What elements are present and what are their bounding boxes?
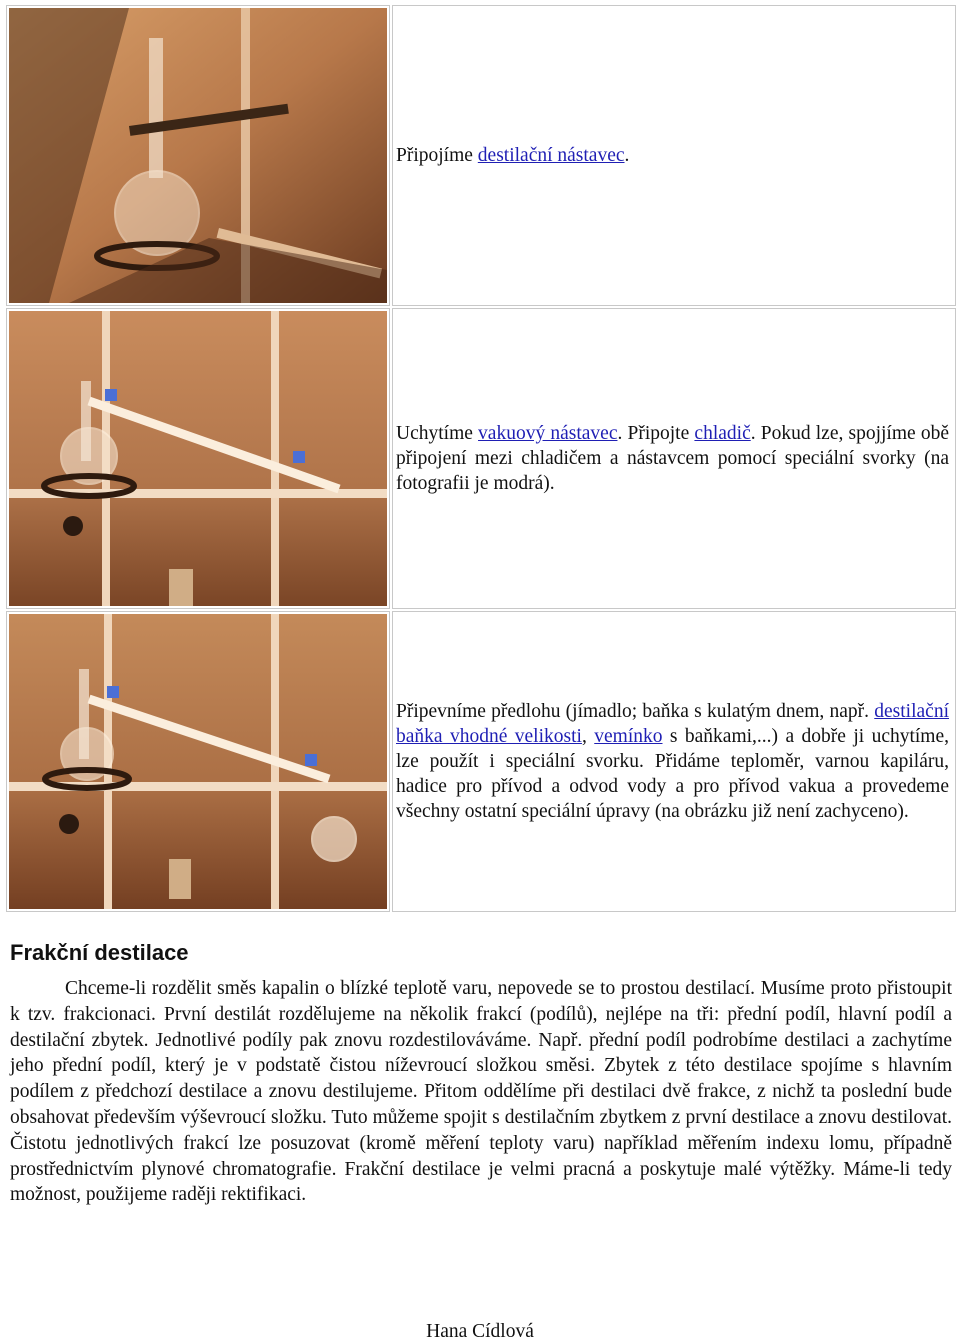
receiver-flask-photo bbox=[9, 614, 387, 909]
step-row bbox=[6, 308, 956, 609]
step-text-2 bbox=[396, 423, 949, 494]
steps-table bbox=[4, 3, 958, 914]
text-segment: Uchytíme bbox=[396, 423, 479, 444]
step-text bbox=[392, 5, 956, 306]
step-text-3 bbox=[396, 701, 949, 822]
section-paragraph: Chceme-li rozdělit směs kapalin o blízké teplotě varu, nepovede se to prostou destilací. Musíme proto přistoupit k tzv. frakcionaci. První destilát rozdělujeme na několik frakcí (podílů), nejlépe na tři: přední podíl, hlavní podíl a destilační zbytek. Jednotlivé podíly pak znovu rozdestilováváme. Např. přední podíl podrobíme destilaci a zachytíme jeho přední podíl, který je v podstatě čistou níževroucí složkou směsi. Zbytek z této destilace spojíme s hlavním podílem z předchozí destilace a znovu destilujeme. Přitom oddělíme při destilaci dvě frakce, z nichž ta poslední bude obsahovat především výševroucí složku. Tuto můžeme spojit s destilačním zbytkem z první destilace a znovu destilovat. Čistotu jednotlivých frakcí lze posuzovat (kromě měření teploty varu) například měřením indexu lomu, případně prostřednictvím plynové chromatografie. Frakční destilace je velmi pracná a poskytuje malé výtěžky. Máme-li tedy možnost, použijeme raději rektifikaci. bbox=[10, 978, 952, 1206]
step-photo-cell bbox=[6, 308, 390, 609]
photo-illustration bbox=[9, 614, 387, 909]
step-photo-cell bbox=[6, 5, 390, 306]
text-segment: . Připojte bbox=[617, 423, 695, 444]
distillation-flask-photo bbox=[9, 8, 387, 303]
section-heading: Frakční destilace bbox=[10, 940, 189, 965]
photo-illustration bbox=[9, 8, 387, 303]
step-text bbox=[392, 308, 956, 609]
link-condenser[interactable]: chladič bbox=[694, 423, 751, 444]
author-name: Hana Cídlová bbox=[426, 1321, 534, 1342]
photo-illustration bbox=[9, 311, 387, 606]
vacuum-adapter-photo bbox=[9, 311, 387, 606]
text-segment: , bbox=[581, 726, 595, 747]
link-cow-receiver[interactable]: vemínko bbox=[594, 726, 663, 747]
step-row bbox=[6, 611, 956, 912]
link-distillation-flask[interactable]: destilační baňka vhodné velikosti bbox=[396, 701, 949, 747]
text-segment: Připojíme bbox=[396, 145, 478, 166]
text-segment: . bbox=[624, 145, 630, 166]
step-row bbox=[6, 5, 956, 306]
text-segment: s baňkami,...) a dobře ji uchytíme, lze použít i speciální svorku. Přidáme teploměr, varnou kapiláru, hadice pro přívod a odvod vody a pro přívod vakua a provedeme všechny ostatní speciální úpravy (na obrázku již není zachyceno). bbox=[396, 726, 950, 822]
step-text bbox=[392, 611, 956, 912]
step-text-1 bbox=[396, 145, 629, 166]
text-segment: . Pokud lze, spojjíme obě připojení mezi chladičem a nástavcem pomocí speciální svorky (na fotografii je modrá). bbox=[396, 423, 949, 494]
link-vacuum-adapter[interactable]: vakuový nástavec bbox=[478, 423, 618, 444]
text-segment: Připevníme předlohu (jímadlo; baňka s kulatým dnem, např. bbox=[396, 701, 875, 722]
step-photo-cell bbox=[6, 611, 390, 912]
link-distillation-adapter[interactable]: destilační nástavec bbox=[477, 145, 625, 166]
